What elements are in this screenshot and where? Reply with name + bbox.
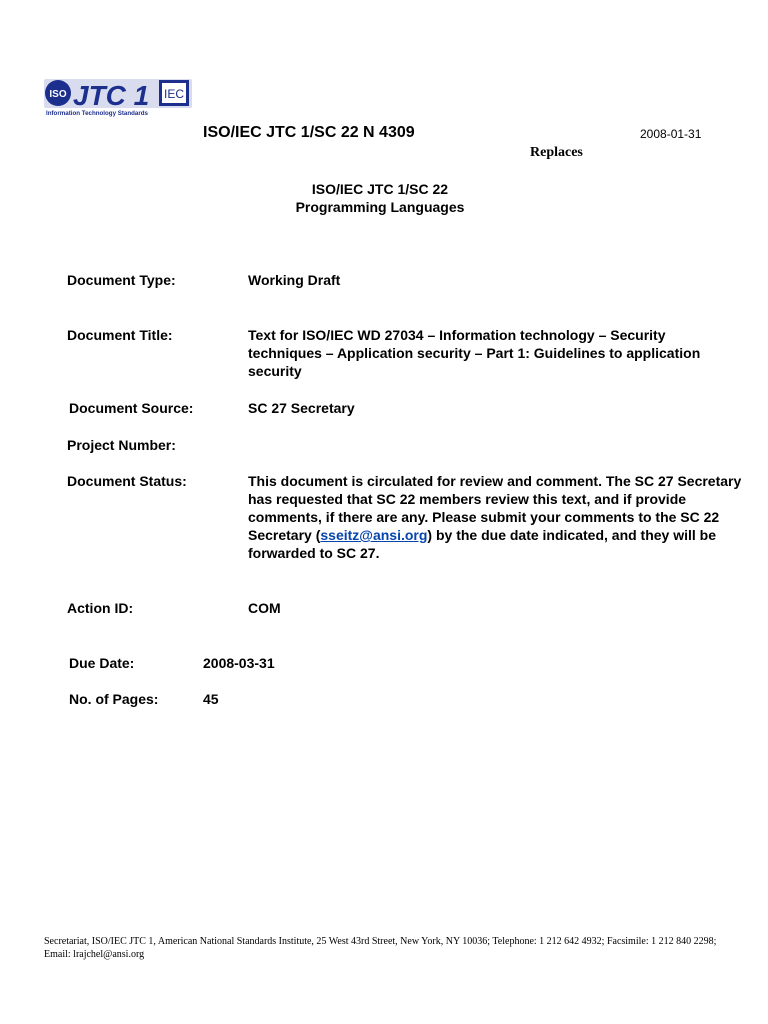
jtc1-logo: [42, 76, 196, 118]
logo-iso-text: ISO: [49, 89, 67, 100]
document-date: 2008-01-31: [640, 127, 702, 141]
no-of-pages-label: No. of Pages:: [69, 691, 159, 707]
document-type-label: Document Type:: [67, 272, 176, 288]
logo-iec-text: IEC: [163, 87, 185, 101]
document-title-label: Document Title:: [67, 327, 173, 343]
status-text-after: ) by the due date indicated, and they will be forwarded to SC 27.: [248, 527, 717, 561]
committee-block: [0, 180, 768, 216]
logo-jtc-text: JTC 1: [73, 80, 150, 111]
action-id-value: COM: [248, 600, 281, 616]
document-number: ISO/IEC JTC 1/SC 22 N 4309: [203, 124, 415, 141]
document-status-value: [248, 472, 743, 562]
committee-subtitle: Programming Languages: [295, 199, 465, 215]
document-type-value: Working Draft: [248, 272, 341, 288]
no-of-pages-value: 45: [203, 691, 219, 707]
due-date-value: 2008-03-31: [203, 655, 275, 671]
logo-tagline: Information Technology Standards: [46, 110, 148, 117]
project-number-label: Project Number:: [67, 437, 176, 453]
action-id-label: Action ID:: [67, 600, 134, 616]
status-text-before: This document is circulated for review and comment. The SC 27 Secretary has requested that SC 22 members review this text, and if provide comments, if there are any. Please submit your comments to the SC 22 Secretary (: [248, 473, 742, 543]
replaces-label: Replaces: [530, 145, 583, 160]
document-status-label: Document Status:: [67, 473, 187, 489]
secretary-email-link[interactable]: sseitz@ansi.org: [320, 527, 428, 543]
document-source-label: Document Source:: [69, 400, 194, 416]
document-source-value: SC 27 Secretary: [248, 400, 355, 416]
document-title-value: Text for ISO/IEC WD 27034 – Information technology – Security techniques – Application security – Part 1: Guidelines to application security: [248, 327, 701, 379]
committee-name: ISO/IEC JTC 1/SC 22: [311, 181, 449, 197]
footer-contact: Secretariat, ISO/IEC JTC 1, American National Standards Institute, 25 West 43rd Street, New York, NY 10036; Telephone: 1 212 642 4932; Facsimile: 1 212 840 2298; Email: lrajchel@ansi.org: [44, 936, 717, 960]
due-date-label: Due Date:: [69, 655, 135, 671]
